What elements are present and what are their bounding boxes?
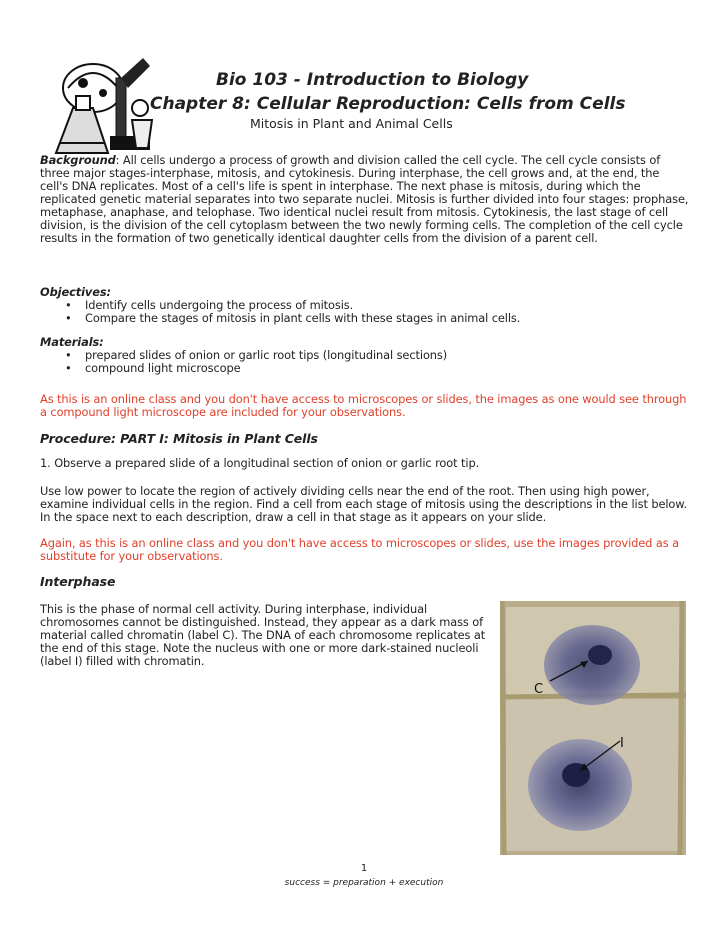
online-notice-2: Again, as this is an online class and you don't have access to microscopes or slides, use the images provided as a substitute for your observations. xyxy=(40,536,679,563)
procedure-heading: Procedure: PART I: Mitosis in Plant Cells xyxy=(40,431,318,446)
objective-item: • Compare the stages of mitosis in plant cells with these stages in animal cells. xyxy=(85,312,690,325)
interphase-micrograph xyxy=(500,601,686,855)
materials-label: Materials: xyxy=(40,335,104,349)
photo-label-i: I xyxy=(620,736,624,751)
interphase-description: This is the phase of normal cell activity. During interphase, individual chromosomes cannot be distinguished. Instead, they appear as a dark mass of material called chromatin (label C). The DNA of each chromosome replicates at the end of this stage. Note the nucleus with one or more dark-stained nucleoli (label I) filled with chromatin. xyxy=(40,602,486,668)
objective-item: • Identify cells undergoing the process of mitosis. xyxy=(85,299,690,312)
lab-subtitle: Mitosis in Plant and Animal Cells xyxy=(250,116,453,131)
objectives-section xyxy=(40,286,690,325)
online-notice: As this is an online class and you don't have access to microscopes or slides, the images as one would see through a compound light microscope are included for your observations. xyxy=(40,392,687,419)
page-number: 1 xyxy=(360,863,368,874)
background-paragraph xyxy=(40,154,690,245)
objectives-label: Objectives: xyxy=(40,285,111,299)
footer-motto: success = preparation + execution xyxy=(284,878,444,888)
background-text: : All cells undergo a process of growth and division called the cell cycle. The cell cycle consists of three major stages-interphase, mitosis, and cytokinesis. During interphase, the cell grows and, at the end, the cell's DNA replicates. Most of a cell's life is spent in interphase. The next phase is mitosis, during which the replicated genetic material separates into two separate nuclei. Mitosis is further divided into four stages: prophase, metaphase, anaphase, and telophase. Two identical nuclei result from mitosis. Cytokinesis, the last stage of cell division, is the division of the cell cytoplasm between the two newly forming cells. The completion of the cell cycle results in the formation of two genetically identical daughter cells from the division of a parent cell. xyxy=(40,153,689,245)
science-logo-icon xyxy=(48,48,158,158)
course-title: Bio 103 - Introduction to Biology xyxy=(216,70,529,90)
chapter-title: Chapter 8: Cellular Reproduction: Cells from Cells xyxy=(150,94,626,114)
background-label: Background xyxy=(40,153,116,167)
photo-label-c: C xyxy=(534,682,544,697)
interphase-heading: Interphase xyxy=(40,574,116,589)
procedure-step-1: 1. Observe a prepared slide of a longitudinal section of onion or garlic root tip. xyxy=(40,456,480,470)
material-item: • prepared slides of onion or garlic root tips (longitudinal sections) xyxy=(85,349,690,362)
material-item: • compound light microscope xyxy=(85,362,690,375)
materials-section xyxy=(40,336,690,375)
procedure-step-2: Use low power to locate the region of actively dividing cells near the end of the root. Then using high power, examine individual cells in the region. Find a cell from each stage of mitosis using the descriptions in the list below. In the space next to each description, draw a cell in that stage as it appears on your slide. xyxy=(40,484,687,524)
